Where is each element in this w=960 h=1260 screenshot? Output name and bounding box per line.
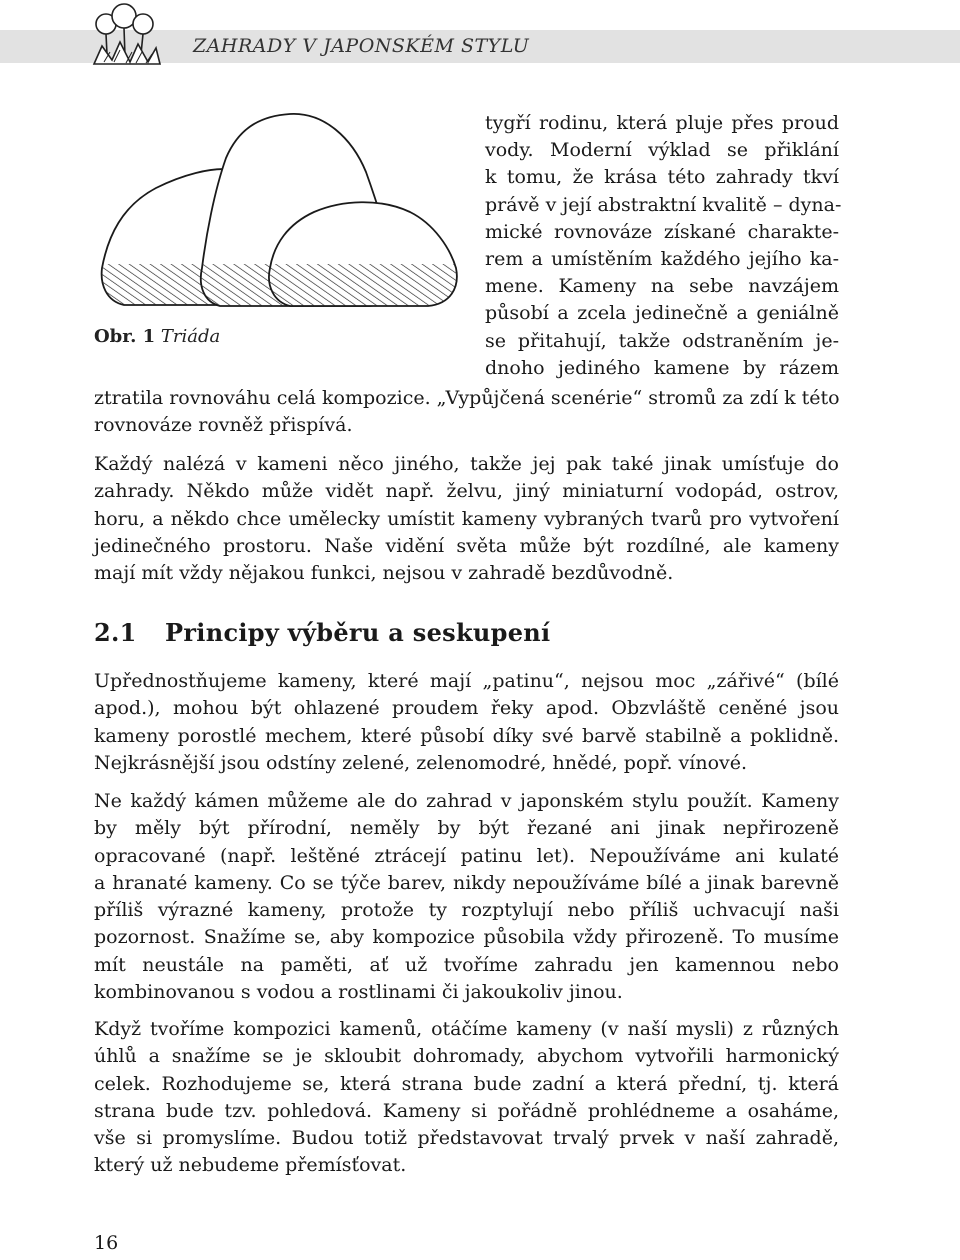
text-line: vody. Moderní výklad se přiklání [485,139,839,162]
text-line: vše si promyslíme. Budou totiž představovat trvalý prvek v naší zahradě, [94,1127,839,1150]
text-line: Když tvoříme kompozici kamenů, otáčíme kameny (v naší mysli) z různých [94,1018,839,1040]
text-line: rovnováze rovněž přispívá. [94,414,353,437]
text-line: k tomu, že krása této zahrady tkví [485,166,839,189]
text-line: horu, a někdo chce umělecky umístit kameny vybraných tvarů pro vytvoření [94,507,839,530]
text-line: který už nebudeme přemísťovat. [94,1154,407,1177]
section-title: Principy výběru a seskupení [165,618,551,647]
figure-caption-label: Obr. 1 [94,326,156,347]
text-line: kameny porostlé mechem, které působí díky své barvě stabilně a poklidně. [94,724,839,747]
text-line: a hranaté kameny. Co se týče barev, nikdy nepoužíváme bílé a jinak barevně [94,871,839,894]
trees-logo-icon [90,2,162,70]
text-line: působí a zcela jedinečně a geniálně [485,302,839,325]
text-line: příliš výrazné kameny, protože ty rozptylují nebo příliš uchvacují naši [94,899,839,922]
text-line: kombinovanou s vodou a rostlinami či jakoukoliv jinou. [94,981,623,1004]
paragraph-2 [94,668,839,777]
text-line: dnoho jediného kamene by rázem [485,356,839,379]
text-line: Nejkrásnější jsou odstíny zelené, zelenomodré, hnědé, popř. vínové. [94,751,748,774]
paragraph-3 [94,788,839,1006]
page-number: 16 [94,1232,119,1254]
paragraph-1 [94,451,839,587]
figure-caption [94,326,220,347]
running-header-title: ZAHRADY V JAPONSKÉM STYLU [193,35,530,57]
text-line: Každý nalézá v kameni něco jiného, takže jej pak také jinak umísťuje do [94,453,839,475]
text-line: právě v její abstraktní kvalitě – dyna- [485,193,842,216]
text-line: pozornost. Snažíme se, aby kompozice působila vždy přirozeně. To musíme [94,926,839,949]
text-line: mene. Kameny na sebe navzájem [485,275,839,298]
text-line: ztratila rovnováhu celá kompozice. „Vypůjčená scenérie“ stromů za zdí k této [94,387,840,409]
text-line: Upřednostňujeme kameny, které mají „patinu“, nejsou moc „zářivé“ (bílé [94,670,839,692]
triad-stones-figure [94,108,464,308]
section-number: 2.1 [94,618,137,647]
text-line: mají mít vždy nějakou funkci, nejsou v zahradě bezdůvodně. [94,562,674,585]
text-line: mít neustále na paměti, ať už tvoříme zahradu jen kamennou nebo [94,953,839,976]
text-line: zahrady. Někdo může vidět např. želvu, jiný miniaturní vodopád, ostrov, [94,480,839,503]
text-line: apod.), mohou být ohlazené proudem řeky apod. Obzvláště ceněné jsou [94,697,839,720]
section-heading [94,618,550,647]
text-line: úhlů a snažíme se je skloubit dohromady, abychom vytvořili harmonický [94,1045,839,1068]
float-paragraph [485,110,842,382]
paragraph-4 [94,1016,839,1180]
text-line: rem a umístěním každého jejího ka- [485,248,839,271]
text-line: by měly být přírodní, neměly by být řezané ani jinak nepřirozeně [94,817,839,840]
text-line: opracované (např. leštěné ztrácejí patinu let). Nepoužíváme ani kulaté [94,844,839,867]
text-line: se přitahují, takže odstraněním je- [485,329,839,352]
text-line: jedinečného prostoru. Naše vidění světa může být rozdílné, ale kameny [94,534,839,557]
figure-caption-text: Triáda [160,326,221,347]
text-line: mické rovnováze získané charakte- [485,220,839,243]
text-line: tygří rodinu, která pluje přes proud [485,112,839,134]
text-line: celek. Rozhodujeme se, která strana bude zadní a která přední, tj. která [94,1072,839,1095]
text-line: Ne každý kámen můžeme ale do zahrad v japonském stylu použít. Kameny [94,790,839,812]
continuation-paragraph [94,385,839,440]
text-line: strana bude tzv. pohledová. Kameny si pořádně prohlédneme a osaháme, [94,1099,839,1122]
